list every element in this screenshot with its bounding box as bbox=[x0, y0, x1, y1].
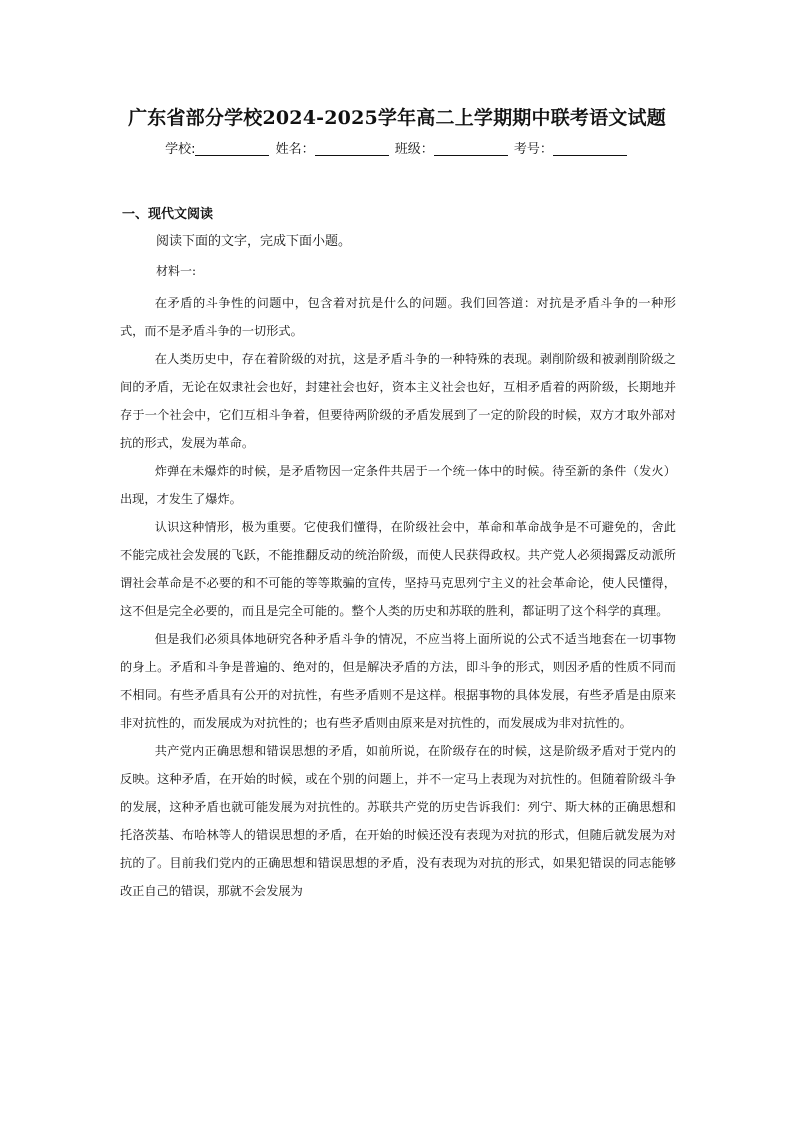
name-blank[interactable] bbox=[315, 141, 389, 156]
paragraph: 但是我们必须具体地研究各种矛盾斗争的情况，不应当将上面所说的公式不适当地套在一切事物的身上。矛盾和斗争是普遍的、绝对的，但是解决矛盾的方法，即斗争的形式，则因矛盾的性质不同而不相同。有些矛盾具有公开的对抗性，有些矛盾则不是这样。根据事物的具体发展，有些矛盾是由原来非对抗性的，而发展成为对抗性的；也有些矛盾则由原来是对抗性的，而发展成为非对抗性的。 bbox=[120, 632, 676, 730]
name-label: 姓名： bbox=[275, 142, 315, 157]
student-info-line bbox=[0, 138, 794, 157]
school-blank[interactable] bbox=[195, 141, 269, 156]
paragraph: 在人类历史中，存在着阶级的对抗，这是矛盾斗争的一种特殊的表现。剥削阶级和被剥削阶级之间的矛盾，无论在奴隶社会也好，封建社会也好，资本主义社会也好，互相矛盾着的两阶级，长期地并存于一个社会中，它们互相斗争着，但要待两阶级的矛盾发展到了一定的阶段的时候，双方才取外部对抗的形式，发展为革命。 bbox=[120, 352, 676, 450]
section-heading: 一、现代文阅读 bbox=[122, 207, 214, 222]
school-label: 学校: bbox=[165, 142, 196, 157]
paragraph: 在矛盾的斗争性的问题中，包含着对抗是什么的问题。我们回答道：对抗是矛盾斗争的一种形式，而不是矛盾斗争的一切形式。 bbox=[120, 296, 676, 338]
paragraph: 炸弹在未爆炸的时候，是矛盾物因一定条件共居于一个统一体中的时候。待至新的条件（发火）出现，才发生了爆炸。 bbox=[120, 464, 676, 506]
exam-number-label: 考号： bbox=[513, 142, 553, 157]
document-title: 广东省部分学校2024-2025学年高二上学期期中联考语文试题 bbox=[128, 107, 666, 129]
paragraph: 认识这种情形，极为重要。它使我们懂得，在阶级社会中，革命和革命战争是不可避免的，舍此不能完成社会发展的飞跃，不能推翻反动的统治阶级，而使人民获得政权。共产党人必须揭露反动派所谓社会革命是不必要的和不可能的等等欺骗的宣传，坚持马克思列宁主义的社会革命论，使人民懂得，这不但是完全必要的，而且是完全可能的。整个人类的历史和苏联的胜利，都证明了这个科学的真理。 bbox=[120, 520, 676, 618]
class-blank[interactable] bbox=[434, 141, 508, 156]
passage-body bbox=[120, 289, 676, 905]
paragraph: 共产党内正确思想和错误思想的矛盾，如前所说，在阶级存在的时候，这是阶级矛盾对于党内的反映。这种矛盾，在开始的时候，或在个别的问题上，并不一定马上表现为对抗性的。但随着阶级斗争的发展，这种矛盾也就可能发展为对抗性的。苏联共产党的历史告诉我们：列宁、斯大林的正确思想和托洛茨基、布哈林等人的错误思想的矛盾，在开始的时候还没有表现为对抗的形式，但随后就发展为对抗的了。目前我们党内的正确思想和错误思想的矛盾，没有表现为对抗的形式，如果犯错误的同志能够改正自己的错误，那就不会发展为 bbox=[120, 744, 676, 898]
material-label: 材料一: bbox=[156, 264, 197, 278]
instruction-text: 阅读下面的文字，完成下面小题。 bbox=[156, 234, 352, 249]
class-label: 班级： bbox=[394, 142, 434, 157]
exam-number-blank[interactable] bbox=[553, 141, 627, 156]
